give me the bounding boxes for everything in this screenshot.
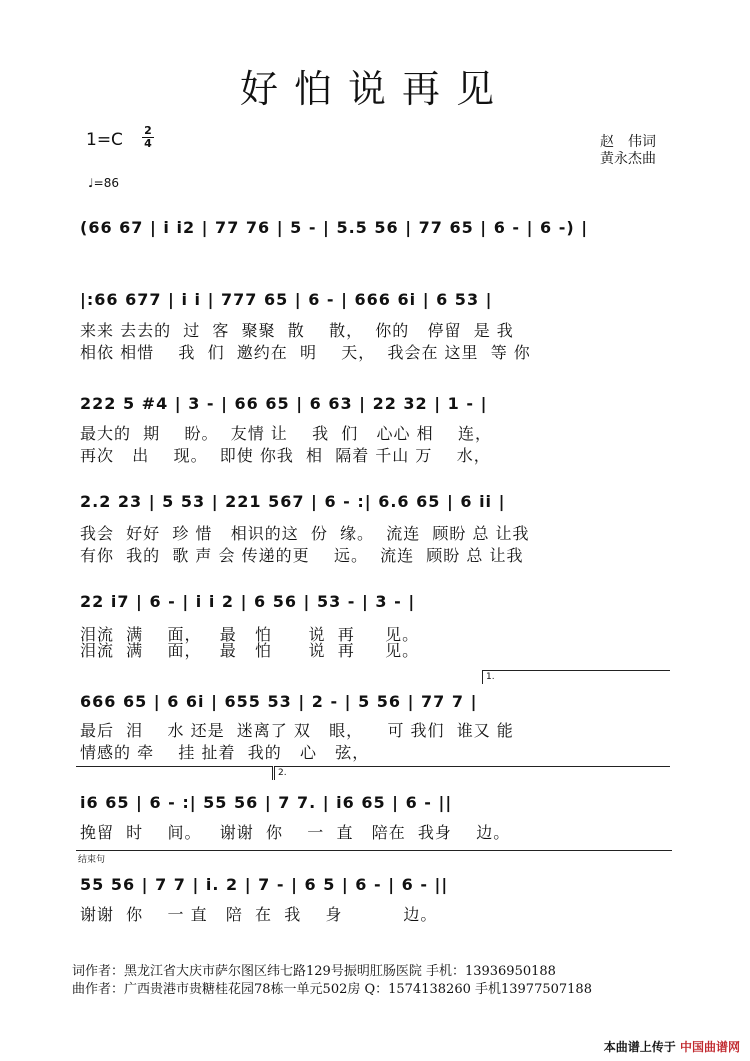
volta-2-tick [274, 766, 275, 780]
lyricist-contact: 词作者：黑龙江省大庆市萨尔图区纬七路129号振明肛肠医院 手机：13936950188 [72, 964, 556, 979]
lyric-line-6a: 最后 泪 水 还是 迷离了 双 眼， 可 我们 谁又 能 [80, 721, 514, 740]
volta-1-end-tick [272, 766, 273, 780]
notation-line-3: 222 5 #4 | 3 - | 66 65 | 6 63 | 22 32 | 1 - | [80, 394, 488, 413]
time-signature [142, 125, 154, 150]
notation-line-7: i6 65 | 6 - :| 55 56 | 7 7. | i6 65 | 6 - || [80, 793, 453, 812]
volta-1-tick [482, 670, 483, 684]
notation-line-5: 22 i7 | 6 - | i i 2 | 6 56 | 53 - | 3 - | [80, 592, 416, 611]
lyric-line-2b: 相依 相惜 我 们 邀约在 明 天， 我会在 这里 等 你 [80, 343, 531, 362]
volta-1-label: 1. [486, 672, 495, 682]
notation-line-4: 2.2 23 | 5 53 | 221 567 | 6 - :| 6.6 65 | 6 ii | [80, 492, 506, 511]
site-brand-logo[interactable]: 中国曲谱网 [679, 1040, 740, 1054]
notation-line-1: (66 67 | i i2 | 77 76 | 5 - | 5.5 56 | 77 65 | 6 - | 6 -) | [80, 218, 589, 237]
notation-line-8: 55 56 | 7 7 | i. 2 | 7 - | 6 5 | 6 - | 6 - || [80, 875, 449, 894]
volta-2-label: 2. [278, 768, 287, 778]
composer-contact: 曲作者：广西贵港市贵糖桂花园78栋一单元502房 Q：1574138260 手机13977507188 [72, 982, 592, 997]
volta-1-bracket [482, 670, 670, 671]
lyric-line-3a: 最大的 期 盼。 友情 让 我 们 心心 相 连， [80, 424, 492, 443]
tempo-marking: ♩=86 [88, 176, 119, 190]
lyric-line-3b: 再次 出 现。 即使 你我 相 隔着 千山 万 水， [80, 446, 491, 465]
lyric-line-4b: 有你 我的 歌 声 会 传递的更 远。 流连 顾盼 总 让我 [80, 546, 524, 565]
time-signature-bottom: 4 [142, 137, 154, 150]
song-title: 好怕说再见 [239, 67, 510, 111]
coda-label: 结束句 [78, 855, 106, 865]
lyric-line-4a: 我会 好好 珍 惜 相识的这 份 缘。 流连 顾盼 总 让我 [80, 524, 530, 543]
lyric-line-5b: 泪流 满 面， 最 怕 说 再 见。 [80, 641, 420, 660]
notation-line-2: |:66 677 | i i | 777 65 | 6 - | 666 6i | 6 53 | [80, 290, 493, 309]
time-signature-top: 2 [144, 124, 152, 137]
upload-credit-text: 本曲谱上传于 [603, 1040, 676, 1054]
key-signature: 1=C [86, 130, 123, 150]
lyric-line-5a: 泪流 满 面， 最 怕 说 再 见。 [80, 625, 420, 644]
composer-credit: 黄永杰曲 [600, 151, 656, 167]
coda-bracket [76, 850, 672, 851]
lyric-line-8: 谢谢 你 一 直 陪 在 我 身 边。 [80, 905, 438, 924]
notation-line-6: 666 65 | 6 6i | 655 53 | 2 - | 5 56 | 77 7 | [80, 692, 478, 711]
lyric-line-7: 挽留 时 间。 谢谢 你 一 直 陪在 我身 边。 [80, 823, 511, 842]
lyricist-credit: 赵 伟词 [600, 134, 656, 150]
volta-2-bracket [274, 766, 670, 767]
lyric-line-6b: 情感的 牵 挂 扯着 我的 心 弦， [80, 743, 370, 762]
upload-credit[interactable] [604, 1038, 740, 1055]
lyric-line-2a: 来来 去去的 过 客 聚聚 散 散， 你的 停留 是 我 [80, 321, 514, 340]
volta-1-end-bracket [76, 766, 272, 767]
